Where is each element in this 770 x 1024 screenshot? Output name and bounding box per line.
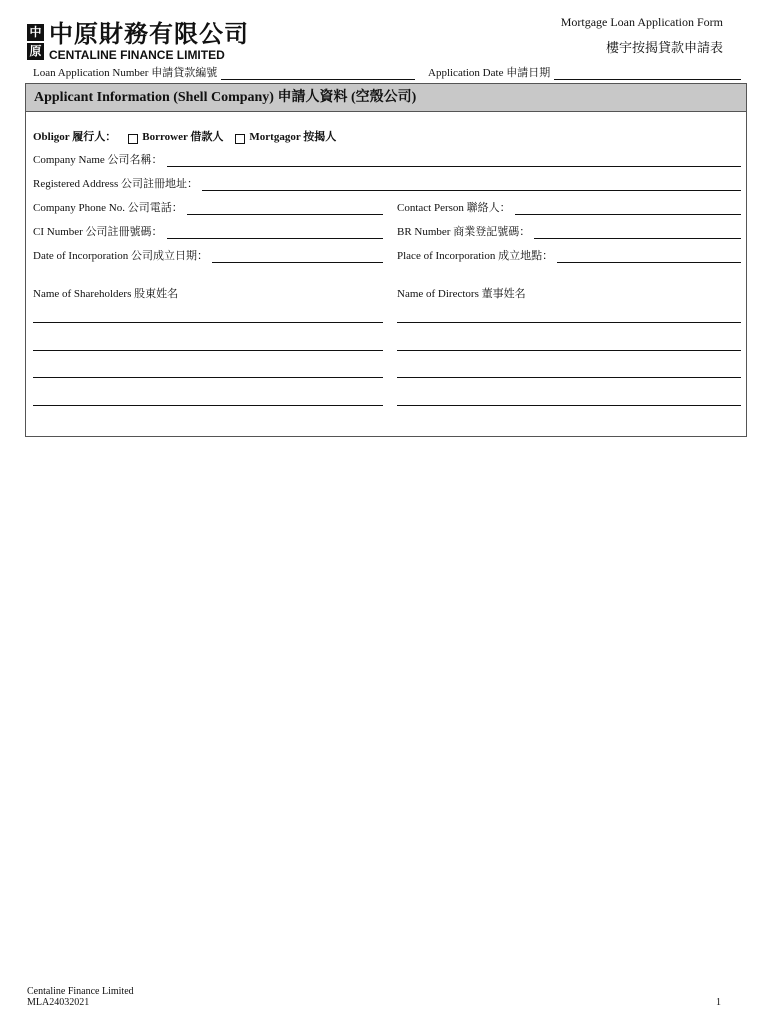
shareholder-line[interactable]	[33, 350, 383, 351]
registered-address-input[interactable]	[202, 178, 741, 191]
date-of-incorporation-input[interactable]	[212, 250, 383, 263]
logo-mark	[27, 24, 44, 61]
mortgagor-checkbox[interactable]	[235, 134, 245, 144]
mortgagor-label: Mortgagor 按揭人	[249, 131, 337, 143]
borrower-label: Borrower 借款人	[142, 131, 224, 143]
logo-chinese-name: 中原財務有限公司	[49, 20, 249, 48]
company-phone-input[interactable]	[187, 202, 383, 215]
form-title-chinese: 樓宇按揭貸款申請表	[605, 41, 723, 56]
logo-mark-top: 中	[27, 24, 44, 41]
registered-address-label: Registered Address 公司註冊地址：	[33, 178, 198, 190]
company-phone-label: Company Phone No. 公司電話：	[33, 202, 183, 214]
application-date-field	[428, 64, 741, 80]
directors-label: Name of Directors 董事姓名	[397, 288, 526, 300]
br-number-row	[397, 223, 741, 239]
footer-code: MLA24032021	[27, 997, 90, 1008]
company-name-input[interactable]	[167, 154, 741, 167]
page-number: 1	[716, 997, 721, 1008]
loan-application-number-field	[33, 64, 415, 80]
contact-person-label: Contact Person 聯絡人：	[397, 202, 511, 214]
director-line[interactable]	[397, 322, 741, 323]
shareholder-line[interactable]	[33, 377, 383, 378]
application-date-input[interactable]	[554, 67, 741, 80]
place-of-incorporation-row	[397, 247, 741, 263]
company-name-label: Company Name 公司名稱：	[33, 154, 163, 166]
contact-person-input[interactable]	[515, 202, 741, 215]
borrower-checkbox[interactable]	[128, 134, 138, 144]
date-of-incorporation-label: Date of Incorporation 公司成立日期：	[33, 250, 209, 262]
shareholder-line[interactable]	[33, 322, 383, 323]
obligor-row	[33, 128, 336, 144]
contact-person-row	[397, 199, 741, 215]
director-line[interactable]	[397, 350, 741, 351]
ci-number-row	[33, 223, 383, 239]
applicant-information-section	[25, 83, 747, 437]
application-date-label: Application Date 申請日期	[428, 67, 551, 79]
logo-mark-bottom: 原	[27, 43, 44, 60]
date-of-incorporation-row	[33, 247, 383, 263]
director-line[interactable]	[397, 377, 741, 378]
form-title-english: Mortgage Loan Application Form	[560, 15, 723, 29]
br-number-input[interactable]	[534, 226, 741, 239]
director-line[interactable]	[397, 405, 741, 406]
loan-application-number-label: Loan Application Number 申請貸款編號	[33, 67, 218, 79]
place-of-incorporation-input[interactable]	[557, 250, 741, 263]
ci-number-input[interactable]	[167, 226, 383, 239]
shareholders-label: Name of Shareholders 股東姓名	[33, 288, 179, 300]
br-number-label: BR Number 商業登記號碼：	[397, 226, 531, 238]
footer-company: Centaline Finance Limited	[27, 986, 134, 997]
shareholder-line[interactable]	[33, 405, 383, 406]
obligor-label: Obligor 履行人：	[33, 131, 117, 143]
footer	[27, 986, 134, 1008]
registered-address-row	[33, 175, 741, 191]
ci-number-label: CI Number 公司註冊號碼：	[33, 226, 163, 238]
loan-application-number-input[interactable]	[221, 67, 415, 80]
place-of-incorporation-label: Place of Incorporation 成立地點：	[397, 250, 554, 262]
company-name-row	[33, 151, 741, 167]
logo-english-name: CENTALINE FINANCE LIMITED	[49, 48, 225, 62]
company-phone-row	[33, 199, 383, 215]
section-title: Applicant Information (Shell Company) 申請人資料 (空殼公司)	[26, 84, 746, 112]
